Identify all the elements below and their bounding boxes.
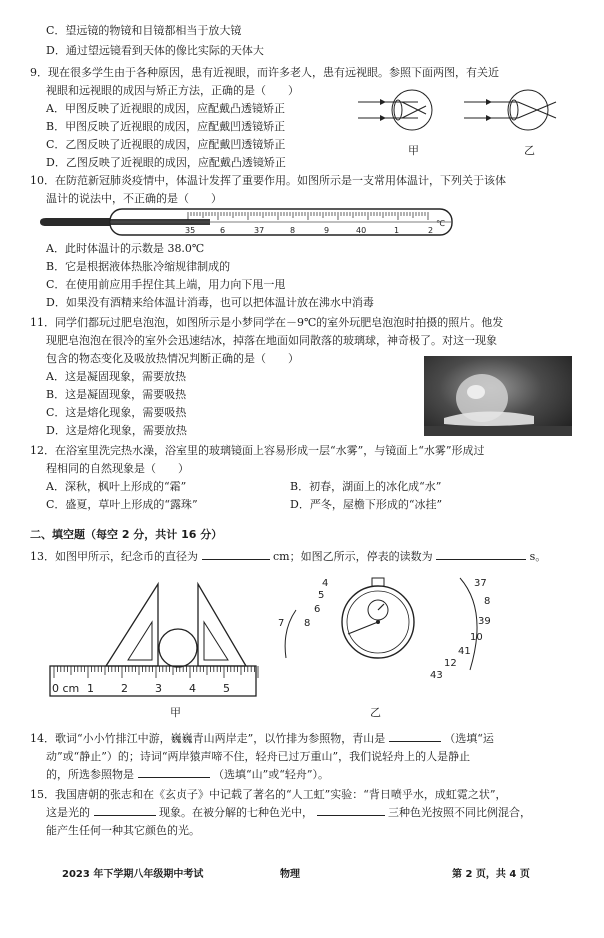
footer-subject: 物理	[280, 869, 300, 880]
thermo-label-38: 8	[290, 226, 296, 235]
q13-stem	[30, 548, 546, 566]
footer-page: 第 2 页，共 4 页	[452, 869, 530, 880]
q11-stem-2: 现肥皂泡泡在很冷的室外会迅速结冰，掉落在地面如同散落的玻璃球，神奇极了。对这一现象	[46, 334, 497, 347]
q13-part-2: cm；如图乙所示，停表的读数为	[273, 550, 433, 563]
eye-label-yi: 乙	[524, 144, 535, 157]
q14-line-3a: 的，所选参照物是	[46, 768, 134, 781]
q15-line-2b: 现象。在被分解的七种色光中，	[159, 806, 313, 819]
ruler-label-2: 2	[121, 682, 128, 695]
q10-option-a: A．此时体温计的示数是 38.0℃	[46, 242, 205, 255]
q9-option-c: C．乙图反映了近视眼的成因，应配戴凹透镜矫正	[46, 138, 286, 151]
thermo-label-40: 40	[356, 226, 367, 235]
stopwatch-hand	[348, 622, 378, 634]
dial-right-37: 37	[474, 578, 487, 589]
q9-stem-2: 视眼和远视眼的成因与矫正方法，正确的是（ ）	[46, 84, 299, 97]
dial-right-41: 41	[458, 646, 471, 657]
q12-stem-2: 程相同的自然现象是（ ）	[46, 462, 189, 475]
eye-diagram-yi	[464, 90, 556, 130]
q10-option-b: B．它是根据液体热胀冷缩规律制成的	[46, 260, 231, 273]
thermometer-figure	[40, 206, 460, 242]
q8-option-d: D．通过望远镜看到天体的像比实际的天体大	[46, 44, 264, 57]
dial-left-5: 5	[318, 590, 325, 601]
q15-line-2a: 这是光的	[46, 806, 90, 819]
frozen-bubble-photo	[424, 356, 572, 436]
q15-line-2c: 三种色光按照不同比例混合，	[388, 806, 531, 819]
q10-option-d: D．如果没有酒精来给体温计消毒，也可以把体温计放在沸水中消毒	[46, 296, 374, 309]
dial-right-43: 43	[430, 670, 443, 681]
fig-label-yi: 乙	[370, 706, 381, 719]
q11-stem-1: 11．同学们都玩过肥皂泡泡，如图所示是小梦同学在－9℃的室外玩肥皂泡泡时拍摄的照片。他发	[30, 316, 504, 329]
q13-part-3: s。	[529, 550, 547, 563]
ruler-label-1: 1	[87, 682, 94, 695]
q11-option-b: B．这是凝固现象，需要吸热	[46, 388, 187, 401]
q10-stem-1: 10．在防范新冠肺炎疫情中，体温计发挥了重要作用。如图所示是一支常用体温计，下列关于该体	[30, 174, 506, 187]
dial-left-7: 7	[278, 618, 285, 629]
ruler-label-4: 4	[189, 682, 196, 695]
q9-option-b: B．甲图反映了近视眼的成因，应配戴凹透镜矫正	[46, 120, 286, 133]
q15-blank-1[interactable]	[94, 804, 156, 816]
dial-left-8: 8	[304, 618, 311, 629]
q14-line-1b: （选填“运	[444, 732, 494, 745]
eye-diagram-jia	[358, 90, 432, 130]
q14-blank-1[interactable]	[389, 730, 441, 742]
coin-ruler-figure	[48, 570, 268, 720]
eye-label-jia: 甲	[408, 144, 419, 157]
q15-line-2	[46, 804, 531, 822]
ruler-label-5: 5	[223, 682, 230, 695]
q14-line-3b: （选填“山”或“轻舟”）。	[213, 768, 329, 781]
fig-label-jia: 甲	[170, 706, 181, 719]
dial-left-6: 6	[314, 604, 321, 615]
stopwatch-figure	[274, 570, 504, 720]
dial-right-10: 10	[470, 632, 483, 643]
q9-eye-diagrams	[354, 84, 574, 160]
thermo-label-37: 37	[254, 226, 265, 235]
q9-option-a: A．甲图反映了近视眼的成因，应配戴凸透镜矫正	[46, 102, 285, 115]
q15-line-3: 能产生任何一种其它颜色的光。	[46, 824, 200, 837]
q11-stem-3: 包含的物态变化及吸放热情况判断正确的是（ ）	[46, 352, 299, 365]
q11-option-d: D．这是熔化现象，需要放热	[46, 424, 187, 437]
q10-option-c: C．在使用前应用手捏住其上端，用力向下甩一甩	[46, 278, 286, 291]
q14-line-1a: 14．歌词“小小竹排江中游，巍巍青山两岸走”，以竹排为参照物，青山是	[30, 732, 386, 745]
q11-option-a: A．这是凝固现象，需要放热	[46, 370, 186, 383]
dial-right-12: 12	[444, 658, 457, 669]
q10-stem-2: 温计的说法中，不正确的是（ ）	[46, 192, 222, 205]
thermo-label-36: 6	[220, 226, 226, 235]
q13-part-1: 13．如图甲所示，纪念币的直径为	[30, 550, 198, 563]
q15-blank-2[interactable]	[317, 804, 385, 816]
thermo-label-42: 2	[428, 226, 434, 235]
q15-line-1: 15．我国唐朝的张志和在《玄贞子》中记载了著名的“人工虹”实验：“背日喷乎水，成虹霓之状”，	[30, 788, 507, 801]
q13-stopwatch-blank[interactable]	[436, 548, 526, 560]
q12-option-d: D．严冬，屋檐下形成的“冰挂”	[290, 498, 443, 511]
thermometer-unit: ℃	[436, 219, 445, 228]
dial-left-4: 4	[322, 578, 329, 589]
footer-exam: 2023 年下学期八年级期中考试	[62, 869, 204, 880]
q9-stem-1: 9．现在很多学生由于各种原因，患有近视眼，而许多老人，患有远视眼。参照下面两图，有关近	[30, 66, 499, 79]
dial-right-8: 8	[484, 596, 491, 607]
q12-stem-1: 12．在浴室里洗完热水澡，浴室里的玻璃镜面上容易形成一层“水雾”，与镜面上“水雾”形成过	[30, 444, 485, 457]
bubble-photo-illustration	[424, 356, 572, 436]
q8-option-c: C．望远镜的物镜和目镜都相当于放大镜	[46, 24, 242, 37]
ruler-label-0: 0 cm	[52, 682, 80, 695]
q11-option-c: C．这是熔化现象，需要吸热	[46, 406, 187, 419]
q12-option-a: A．深秋，枫叶上形成的“霜”	[46, 480, 187, 493]
q9-option-d: D．乙图反映了近视眼的成因，应配戴凸透镜矫正	[46, 156, 286, 169]
q12-option-b: B．初春，湖面上的冰化成“水”	[290, 480, 442, 493]
q12-option-c: C．盛夏，草叶上形成的“露珠”	[46, 498, 198, 511]
q14-line-2: 动”或“静止”）的；诗词“两岸猿声啼不住，轻舟已过万重山”，我们说轻舟上的人是静止	[46, 750, 471, 763]
ruler-label-3: 3	[155, 682, 162, 695]
q14-line-3	[46, 766, 329, 784]
dial-right-39: 39	[478, 616, 491, 627]
thermo-label-35: 35	[185, 226, 196, 235]
thermo-label-39: 9	[324, 226, 330, 235]
q14-line-1	[30, 730, 494, 748]
section-title: 二、填空题（每空 2 分，共计 16 分）	[30, 528, 223, 541]
thermo-label-41: 1	[394, 226, 400, 235]
coin	[159, 629, 197, 667]
q13-diameter-blank[interactable]	[202, 548, 270, 560]
q14-blank-2[interactable]	[138, 766, 210, 778]
